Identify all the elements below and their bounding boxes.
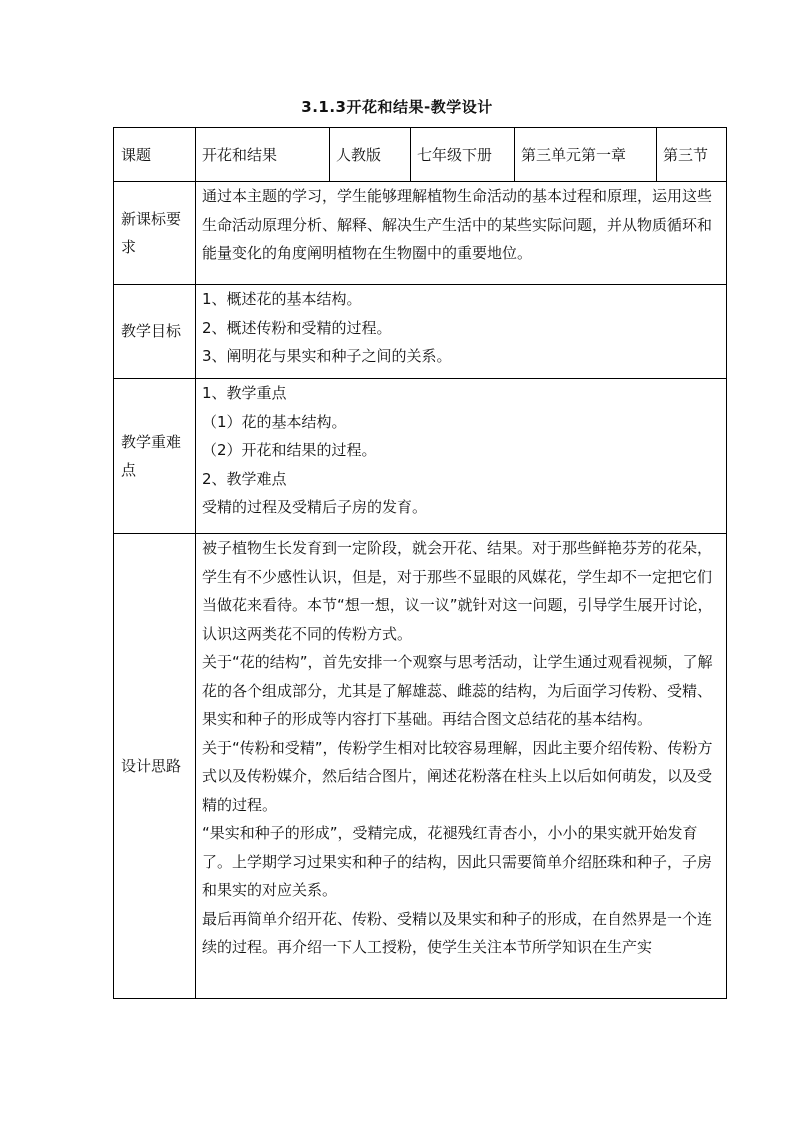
key-point-item: （2）开花和结果的过程。 — [202, 441, 377, 459]
key-points-label: 教学重难点 — [114, 379, 196, 534]
design-label: 设计思路 — [114, 534, 196, 999]
objectives-content — [196, 285, 727, 379]
objectives-label: 教学目标 — [114, 285, 196, 379]
lesson-plan-table — [113, 127, 727, 999]
design-content — [196, 534, 727, 999]
curriculum-text: 通过本主题的学习，学生能够理解植物生命活动的基本过程和原理，运用这些生命活动原理分析、解释、解决生产生活中的某些实际问题，并从物质循环和能量变化的角度阐明植物在生物圈中的重要地位。 — [196, 182, 727, 285]
curriculum-label: 新课标要求 — [114, 182, 196, 285]
key-point-item: 2、教学难点 — [202, 469, 287, 488]
objective-item: 3、阐明花与果实和种子之间的关系。 — [202, 347, 452, 365]
topic-label: 课题 — [114, 128, 196, 182]
grade-value: 七年级下册 — [411, 128, 515, 182]
design-paragraph: 最后再简单介绍开花、传粉、受精以及果实和种子的形成，在自然界是一个连续的过程。再介绍一下人工授粉，使学生关注本节所学知识在生产实 — [202, 909, 713, 956]
design-paragraph: 被子植物生长发育到一定阶段，就会开花、结果。对于那些鲜艳芬芳的花朵，学生有不少感性认识，但是，对于那些不显眼的风媒花，学生却不一定把它们当做花来看待。本节“想一想，议一议”就针对这一问题，引导学生展开讨论，认识这两类花不同的传粉方式。 — [202, 539, 713, 643]
table-row-curriculum — [114, 182, 727, 285]
objective-item: 1、概述花的基本结构。 — [202, 290, 362, 308]
topic-value: 开花和结果 — [196, 128, 330, 182]
document-title: 3.1.3开花和结果-教学设计 — [301, 98, 493, 116]
key-point-item: 1、教学重点 — [202, 384, 287, 402]
objective-item: 2、概述传粉和受精的过程。 — [202, 318, 392, 337]
design-paragraph: “果实和种子的形成”，受精完成，花褪残红青杏小，小小的果实就开始发育了。上学期学习过果实和种子的结构，因此只需要简单介绍胚珠和种子，子房和果实的对应关系。 — [202, 824, 713, 899]
table-row-objectives — [114, 285, 727, 379]
table-row-header — [114, 128, 727, 182]
publisher-value: 人教版 — [330, 128, 411, 182]
design-paragraph: 关于“传粉和受精”，传粉学生相对比较容易理解，因此主要介绍传粉、传粉方式以及传粉媒介，然后结合图片，阐述花粉落在柱头上以后如何萌发，以及受精的过程。 — [202, 738, 713, 814]
key-point-item: （1）花的基本结构。 — [202, 412, 347, 431]
unit-value: 第三单元第一章 — [515, 128, 657, 182]
table-row-design — [114, 534, 727, 999]
section-value: 第三节 — [657, 128, 727, 182]
design-paragraph: 关于“花的结构”，首先安排一个观察与思考活动，让学生通过观看视频，了解花的各个组成部分，尤其是了解雄蕊、雌蕊的结构，为后面学习传粉、受精、果实和种子的形成等内容打下基础。再结合图文总结花的基本结构。 — [202, 653, 713, 728]
key-point-item: 受精的过程及受精后子房的发育。 — [202, 498, 428, 516]
table-row-key-points — [114, 379, 727, 534]
key-points-content — [196, 379, 727, 534]
